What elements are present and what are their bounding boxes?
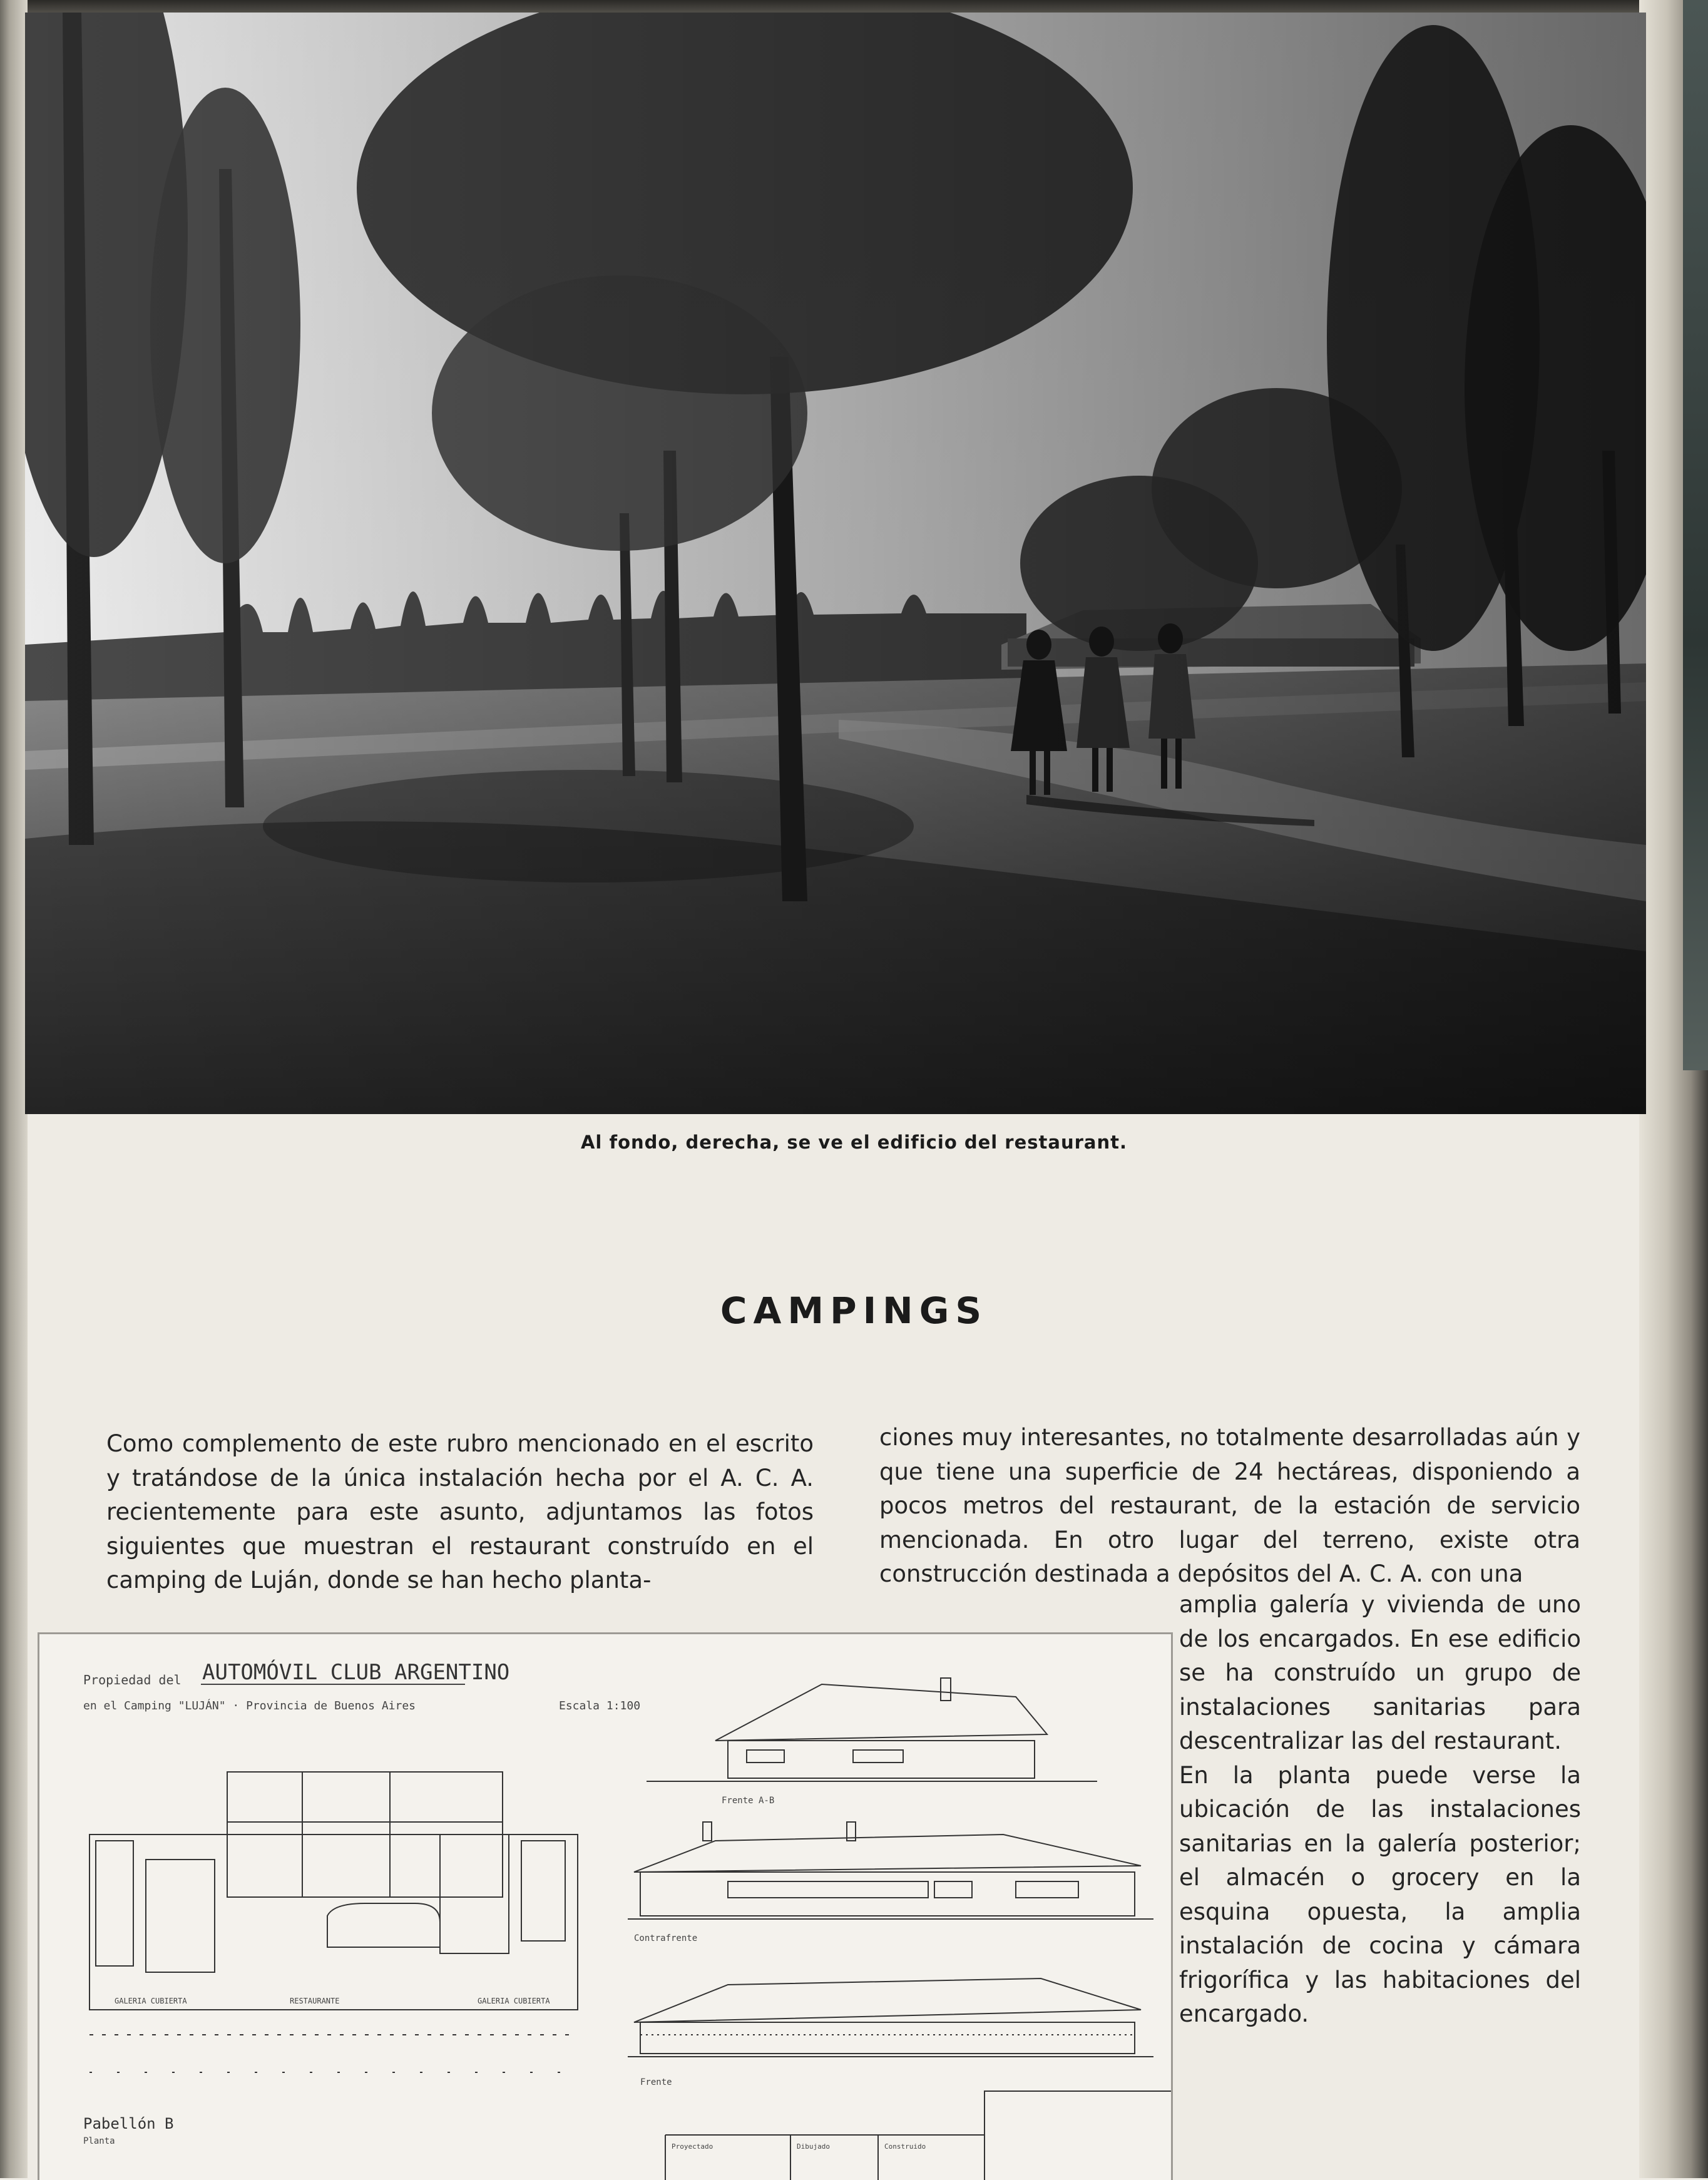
floor-plan <box>89 1772 578 2072</box>
title-block <box>665 2091 1171 2180</box>
article-column-2 <box>879 1421 1580 1592</box>
plan-header-location: en el Camping "LUJÁN" · Provincia de Buenos Aires <box>83 1699 416 1712</box>
adjacent-page-strip <box>1683 0 1708 1070</box>
park-photograph <box>25 13 1646 1114</box>
blueprint-drawing <box>39 1634 1171 2180</box>
elev-side-label: Frente <box>640 2077 672 2087</box>
park-photo-icon <box>25 13 1646 1114</box>
article-title: CAMPINGS <box>720 1289 988 1332</box>
column-3-paragraph-1: amplia galería y vivienda de uno de los encargados. En ese edificio se ha construído un grupo de instalaciones sanitarias para descentralizar las del restaurant. <box>1179 1591 1581 1754</box>
title-box-3: Construido <box>884 2142 926 2151</box>
column-3-paragraph-2: En la planta puede verse la ubicación de las instalaciones sanitarias en la galería posterior; el almacén o grocery en la esquina opuesta, la amplia instalación de cocina y cámara frigorífica y las habitaciones del encargado. <box>1179 1761 1581 2027</box>
pavilion-label: Pabellón B <box>83 2115 174 2132</box>
elev-rear-label: Contrafrente <box>634 1933 698 1943</box>
rear-elevation <box>628 1822 1153 1919</box>
article-column-1 <box>106 1427 814 1598</box>
label-gallery-left: GALERIA CUBIERTA <box>115 1997 187 2005</box>
column-1-paragraph: Como complemento de este rubro mencionado en el escrito y tratándose de la única instalación hecha por el A. C. A. recientemente para este asunto, adjuntamos las fotos siguientes que muestran el restaurant construído en el camping de Luján, donde se han hecho planta- <box>106 1430 814 1594</box>
plan-header-club: AUTOMÓVIL CLUB ARGENTINO <box>202 1660 510 1685</box>
article-column-3 <box>1179 1588 1581 2032</box>
elev-front-label: Frente A-B <box>722 1796 775 1806</box>
photo-caption: Al fondo, derecha, se ve el edificio del restaurant. <box>580 1132 1128 1153</box>
title-box-1: Proyectado <box>672 2142 713 2151</box>
architectural-plan <box>38 1632 1173 2180</box>
pavilion-sublabel: Planta <box>83 2136 115 2146</box>
column-2-paragraph: ciones muy interesantes, no totalmente desarrolladas aún y que tiene una superficie de 24 hectáreas, disponiendo a pocos metros del restaurant, de la estación de servicio mencionada. En otro lugar del terreno, existe otra construcción destinada a depósitos del A. C. A. con una <box>879 1424 1580 1587</box>
plan-header-prefix: Propiedad del <box>83 1672 182 1687</box>
plan-scale: Escala 1:100 <box>559 1699 641 1712</box>
side-elevation <box>628 1978 1153 2057</box>
label-gallery-right: GALERIA CUBIERTA <box>478 1997 550 2005</box>
title-box-2: Dibujado <box>797 2142 830 2151</box>
front-elevation <box>647 1678 1097 1781</box>
book-spine-edge <box>0 0 28 2178</box>
label-restaurant: RESTAURANTE <box>290 1997 340 2005</box>
